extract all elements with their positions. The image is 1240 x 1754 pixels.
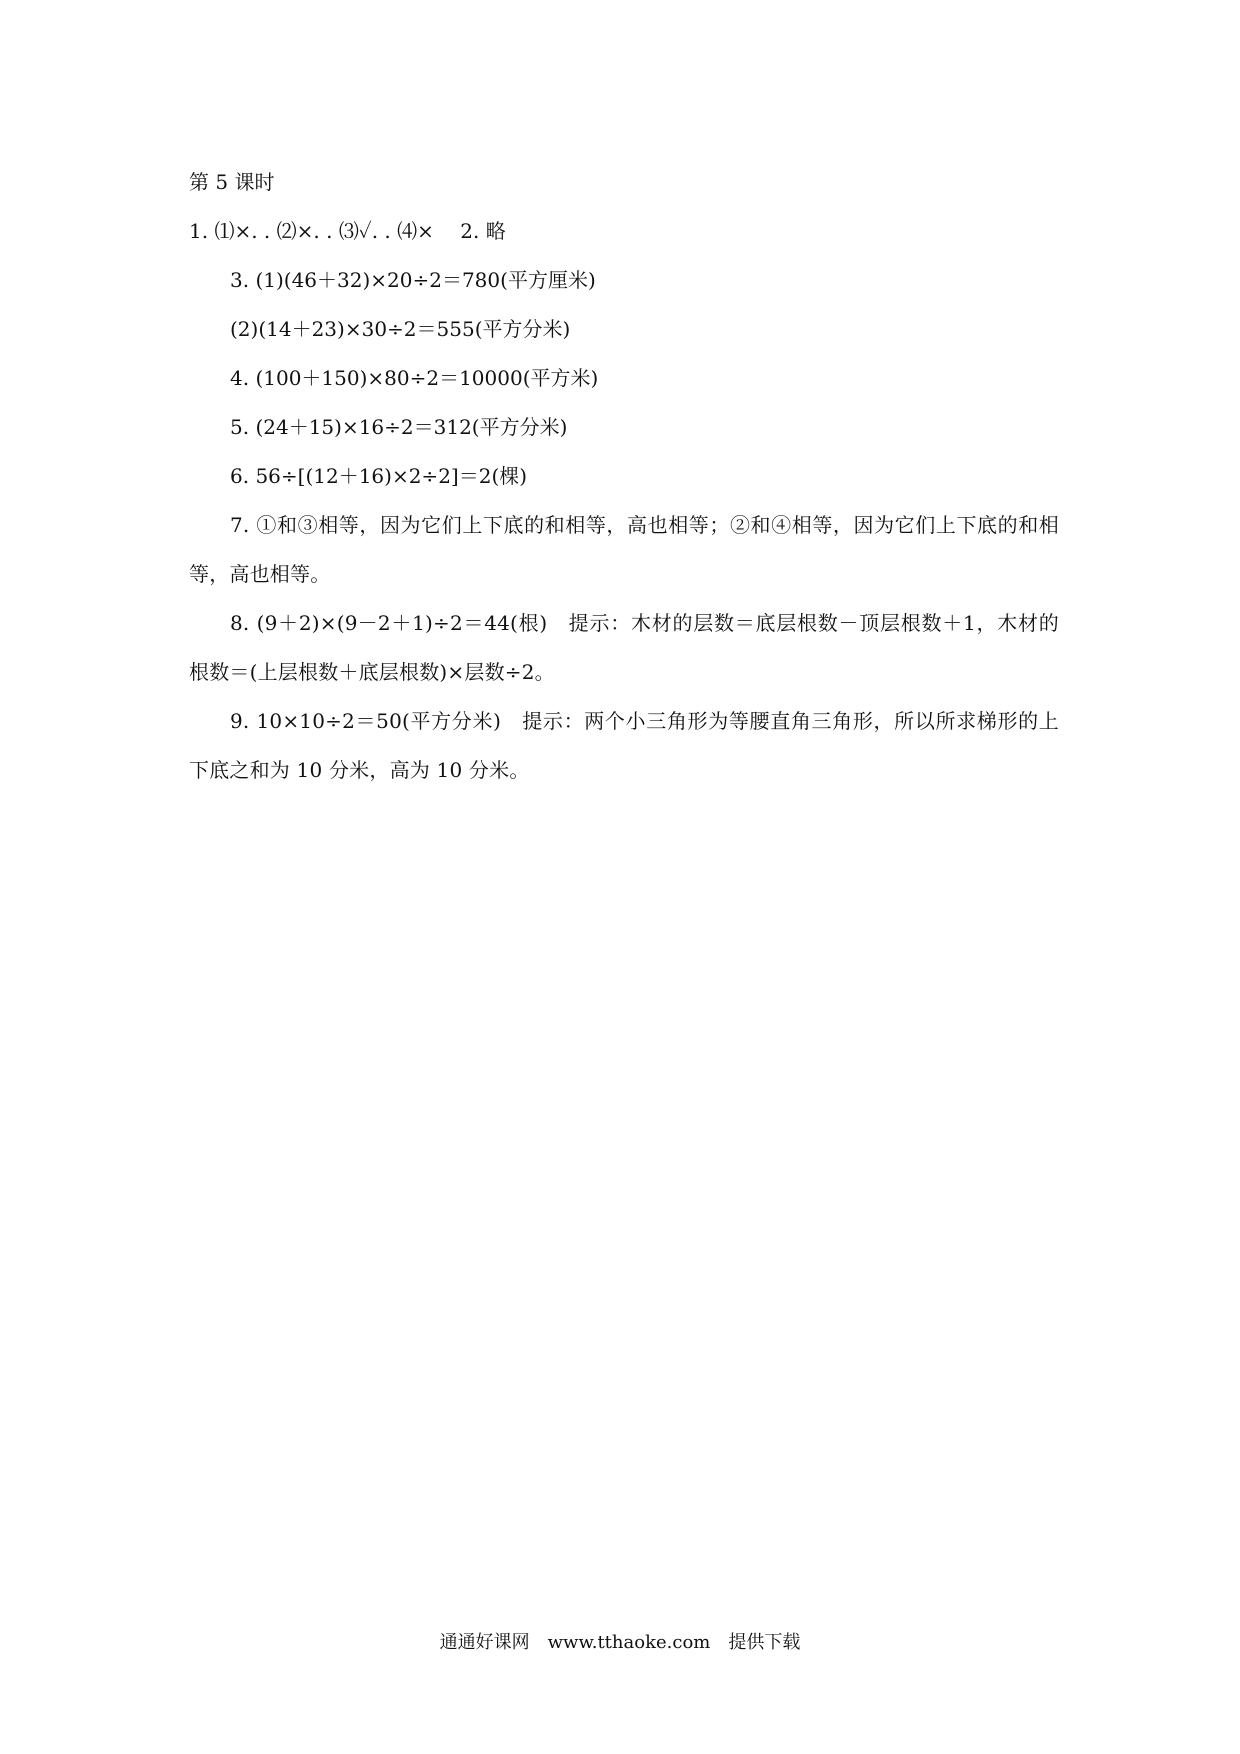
- answer-7: 7. ①和③相等，因为它们上下底的和相等，高也相等；②和④相等，因为它们上下底的和相等，高也相等。: [189, 513, 1059, 586]
- answer-5: 5. (24＋15)×16÷2＝312(平方分米): [230, 415, 568, 439]
- lesson-heading: 第 5 课时: [189, 170, 275, 194]
- answer-1-2: 1. ⑴×. . ⑵×. . ⑶✓. . ⑷× 2. 略: [189, 219, 506, 243]
- answer-8: 8. (9＋2)×(9－2＋1)÷2＝44(根) 提示：木材的层数＝底层根数－顶层根数＋1，木材的根数＝(上层根数＋底层根数)×层数÷2。: [189, 611, 1059, 684]
- answer-content: [189, 158, 1059, 795]
- answer-3-part-1: 3. (1)(46＋32)×20÷2＝780(平方厘米): [230, 268, 596, 292]
- page-footer: 通通好课网 www.tthaoke.com 提供下载: [439, 1632, 801, 1653]
- answer-6: 6. 56÷[(12＋16)×2÷2]＝2(棵): [230, 464, 528, 488]
- answer-9: 9. 10×10÷2＝50(平方分米) 提示：两个小三角形为等腰直角三角形，所以所求梯形的上下底之和为 10 分米，高为 10 分米。: [189, 709, 1059, 782]
- answer-3-part-2: (2)(14＋23)×30÷2＝555(平方分米): [230, 317, 571, 341]
- answer-4: 4. (100＋150)×80÷2＝10000(平方米): [230, 366, 599, 390]
